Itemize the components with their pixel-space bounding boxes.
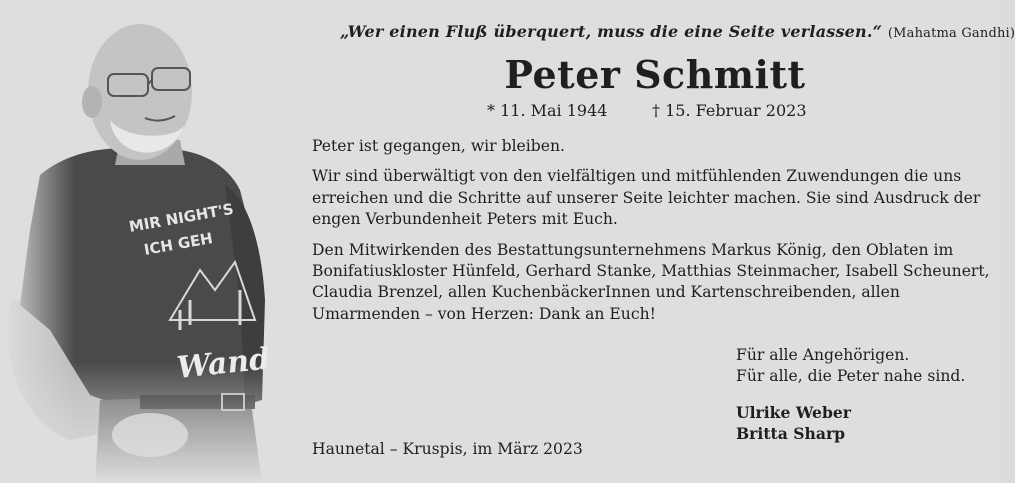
closing-lines <box>736 345 986 388</box>
paragraph: Peter ist gegangen, wir bleiben. <box>312 137 565 155</box>
portrait-illustration <box>0 0 300 483</box>
closing-line: Für alle Angehörigen. <box>736 346 910 364</box>
deceased-name: Peter Schmitt <box>504 52 806 97</box>
quote-text: „Wer einen Fluß überquert, muss die eine Seite verlassen.“ <box>340 22 883 41</box>
portrait-photo <box>0 0 300 483</box>
death-date: † 15. Februar 2023 <box>652 101 807 120</box>
message-body <box>312 136 992 334</box>
birth-date: * 11. Mai 1944 <box>487 101 608 120</box>
place-date: Haunetal – Kruspis, im März 2023 <box>312 440 583 458</box>
quote-author: (Mahatma Gandhi) <box>887 26 1015 41</box>
signers <box>736 402 986 445</box>
paragraph: Wir sind überwältigt von den vielfältigen und mitfühlenden Zuwendungen die uns erreichen und die Schritte auf unserer Seite leichter machen. Sie sind Ausdruck der engen Verbundenheit Peters mit Euch. <box>312 167 981 229</box>
signer-name: Ulrike Weber <box>736 403 852 422</box>
quote <box>340 22 1015 41</box>
paragraph: Den Mitwirkenden des Bestattungsunternehmens Markus König, den Oblaten im Bonifatiuskloster Hünfeld, Gerhard Stanke, Matthias Steinmacher, Isabell Scheunert, Claudia Brenzel, allen KuchenbäckerInnen und Kartenschreibenden, allen Umarmenden – von Herzen: Dank an Euch! <box>312 240 990 323</box>
closing-line: Für alle, die Peter nahe sind. <box>736 367 966 386</box>
signer-name: Britta Sharp <box>736 424 846 444</box>
